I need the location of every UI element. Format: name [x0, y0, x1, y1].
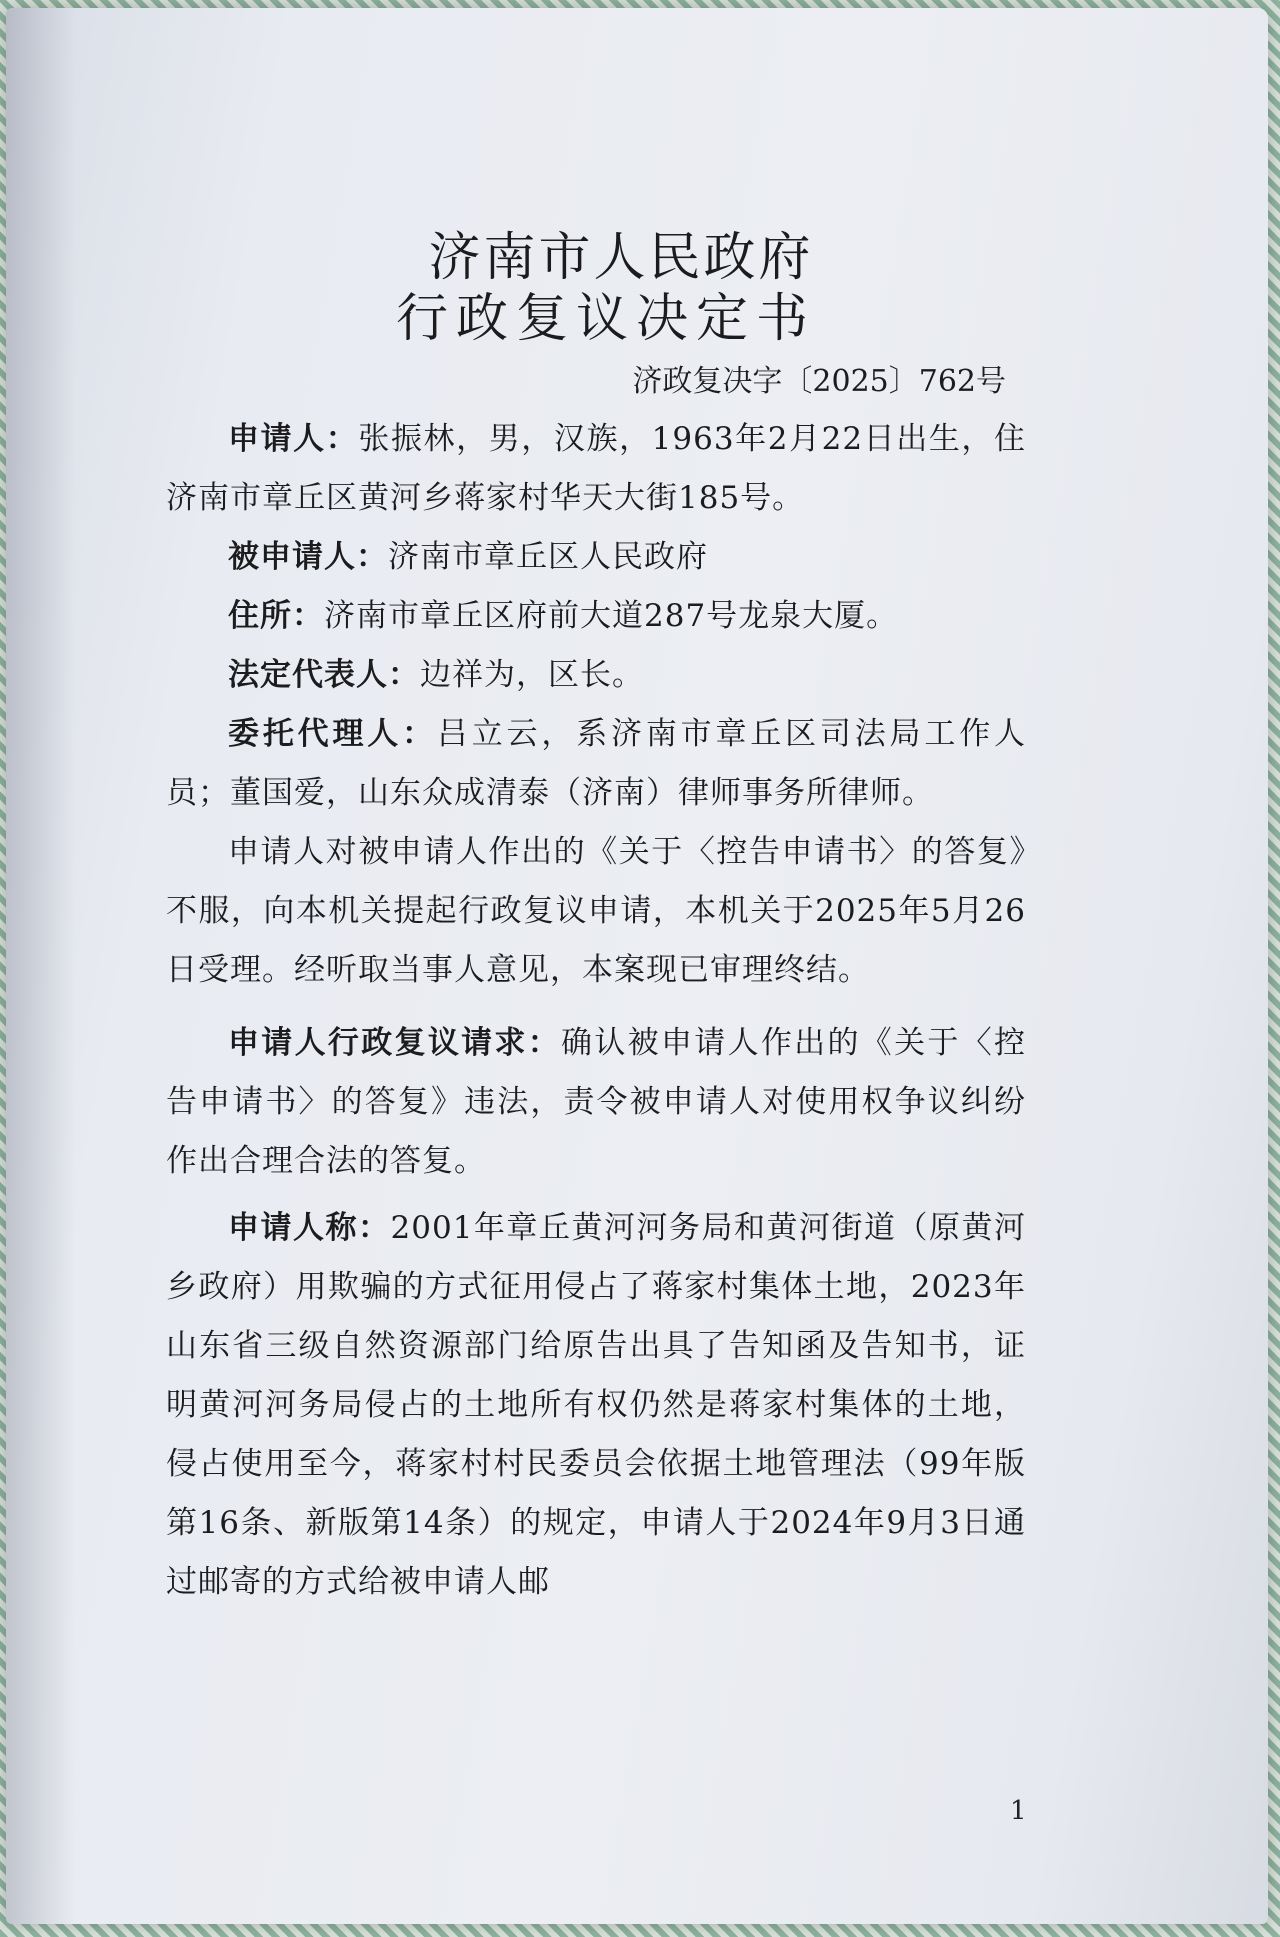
request-text: 确认被申请人作出的《关于〈控告申请书〉的答复》违法，责令被申请人对使用权争议纠纷作出合理合法的答复。 — [166, 1025, 1027, 1179]
applicant-label: 申请人： — [228, 421, 359, 457]
agent-paragraph — [166, 705, 1026, 823]
claim-paragraph — [166, 1199, 1026, 1612]
legal-rep-text: 边祥为，区长。 — [420, 657, 644, 693]
document-number: 济政复决字〔2025〕762号 — [632, 364, 1006, 399]
agent-text: 吕立云，系济南市章丘区司法局工作人员；董国爱，山东众成清泰（济南）律师事务所律师。 — [166, 716, 1027, 811]
applicant-text: 张振林，男，汉族，1963年2月22日出生，住济南市章丘区黄河乡蒋家村华天大街185号。 — [166, 421, 1027, 516]
address-text: 济南市章丘区府前大道287号龙泉大厦。 — [324, 598, 899, 634]
request-label: 申请人行政复议请求： — [228, 1025, 562, 1061]
applicant-paragraph — [166, 410, 1026, 528]
respondent-label: 被申请人： — [228, 539, 388, 575]
intro-paragraph: 申请人对被申请人作出的《关于〈控告申请书〉的答复》不服，向本机关提起行政复议申请，本机关于2025年5月26日受理。经听取当事人意见，本案现已审理终结。 — [166, 834, 1026, 988]
respondent-text: 济南市章丘区人民政府 — [388, 539, 708, 575]
claim-text: 2001年章丘黄河河务局和黄河街道（原黄河乡政府）用欺骗的方式征用侵占了蒋家村集体土地，2023年山东省三级自然资源部门给原告出具了告知函及告知书，证明黄河河务局侵占的土地所有权仍然是蒋家村集体的土地，侵占使用至今，蒋家村村民委员会依据土地管理法（99年版第16条、新版第14条）的规定，申请人于2024年9月3日通过邮寄的方式给被申请人邮 — [166, 1210, 1026, 1600]
document-body — [166, 228, 1026, 1612]
request-paragraph — [166, 1014, 1026, 1191]
agent-label: 委托代理人： — [228, 716, 437, 752]
page-number: 1 — [1010, 1796, 1027, 1826]
address-label: 住所： — [228, 598, 324, 634]
claim-label: 申请人称： — [228, 1210, 391, 1246]
legal-rep-paragraph — [166, 646, 1026, 705]
address-paragraph — [166, 587, 1026, 646]
document-page — [6, 8, 1268, 1924]
document-title: 行政复议决定书 — [395, 289, 816, 349]
issuer-title: 济南市人民政府 — [428, 228, 814, 288]
respondent-paragraph — [166, 528, 1026, 587]
legal-rep-label: 法定代表人： — [228, 657, 420, 693]
